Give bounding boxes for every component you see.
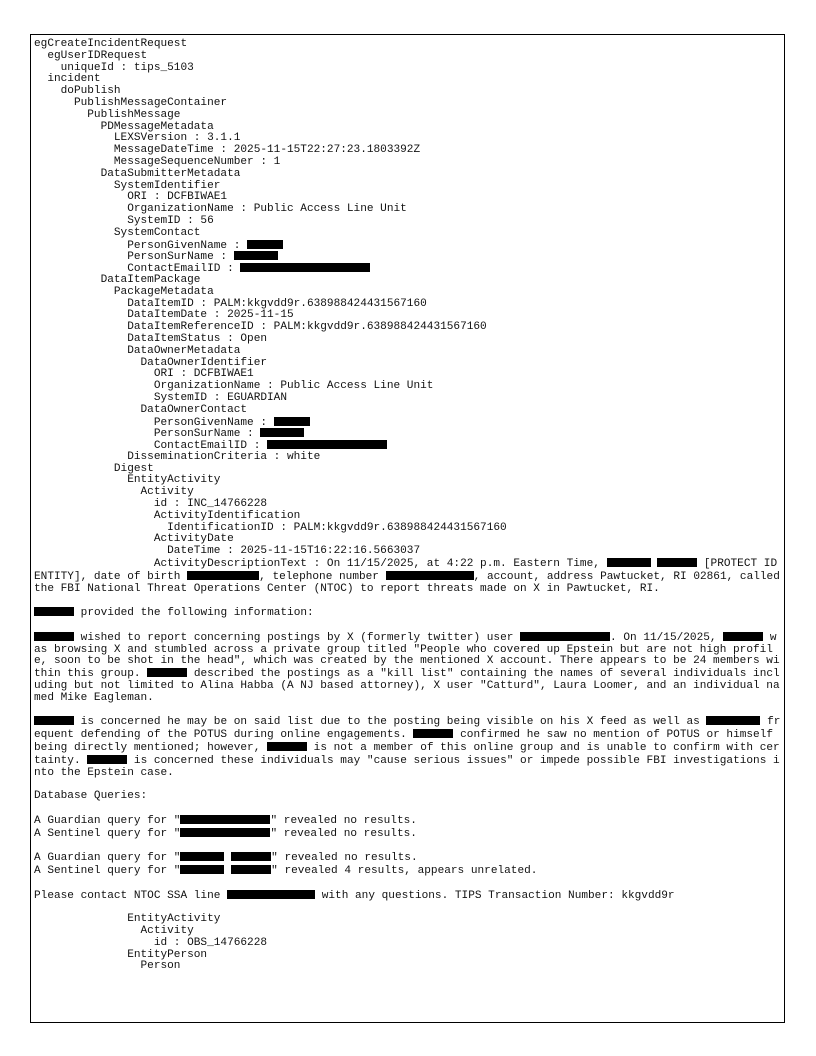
xml-line-text: ContactEmailID : — [34, 440, 268, 453]
xml-line-text: DataItemStatus : Open — [34, 332, 268, 345]
document-frame — [30, 34, 785, 1023]
text-run: with any questions. TIPS Transaction Number: kkgvdd9r — [315, 889, 675, 902]
xml-line-text: PublishMessage — [34, 108, 181, 121]
text-run: Database Queries: — [34, 790, 148, 803]
xml-line-text: egUserIDRequest — [34, 49, 148, 62]
text-run: " revealed no results. A Sentinel query for " — [34, 852, 418, 877]
text-run: is concerned these individuals may "cause serious issues" or impede possible FBI investigations into the Epstein case. — [34, 754, 780, 779]
xml-line-text: PublishMessageContainer — [34, 96, 228, 109]
redaction-block — [34, 716, 74, 725]
text-run — [224, 852, 231, 864]
redaction-block — [87, 755, 127, 764]
activity-description — [34, 558, 787, 595]
xml-line-text: ActivityIdentification — [34, 509, 301, 522]
paragraph — [34, 791, 782, 803]
redaction-block — [723, 632, 763, 641]
xml-line-text: uniqueId : tips_5103 — [34, 61, 194, 74]
xml-line-text: EntityPerson — [34, 948, 208, 961]
paragraph — [34, 607, 782, 620]
redaction-block — [247, 240, 283, 249]
xml-line-text: SystemIdentifier — [34, 179, 221, 192]
text-run: . On 11/15/2025, — [610, 631, 724, 644]
xml-line-text: DataItemReferenceID : PALM:kkgvdd9r.638988424431567160 — [34, 321, 487, 334]
xml-line — [34, 240, 782, 252]
text-run — [651, 558, 658, 570]
text-run: was browsing X and stumbled across a private group titled "People who covered up Epstein but are not high profile, soon to be shot in the head", which was created by the mentioned X account. There appears to be 24 members within this group. — [34, 631, 780, 681]
blank-line — [34, 803, 782, 815]
text-run: provided the following information: — [74, 607, 314, 620]
xml-line — [34, 74, 782, 86]
redaction-block — [34, 632, 74, 641]
redaction-block — [180, 865, 224, 874]
paragraph — [34, 815, 782, 841]
xml-line-text: PersonSurName : — [34, 428, 261, 441]
xml-footer-block — [34, 902, 782, 973]
text-run — [224, 865, 231, 877]
redaction-block — [607, 558, 651, 567]
text-run: , account, address Pawtucket, RI 02861, called the FBI National Threat Operations Center (NTOC) to report threats made on X in Pawtucket, RI. — [34, 570, 787, 595]
xml-line-text: Activity — [34, 924, 194, 937]
xml-line-text: PersonGivenName : — [34, 239, 248, 252]
redaction-block — [260, 428, 304, 437]
xml-line-text: Digest — [34, 462, 154, 475]
text-run: is not a member of this online group and is unable to confirm with certainty. — [34, 742, 780, 767]
xml-line-text: DateTime : 2025-11-15T16:22:16.5663037 — [34, 545, 421, 558]
paragraph — [34, 852, 782, 878]
xml-line-text: DataItemPackage — [34, 273, 201, 286]
document-content — [34, 38, 787, 973]
redaction-block — [34, 607, 74, 616]
blank-line — [34, 620, 782, 632]
xml-line — [34, 228, 782, 240]
redaction-block — [267, 440, 387, 449]
xml-line-text: LEXSVersion : 3.1.1 — [34, 132, 241, 145]
xml-line-text: OrganizationName : Public Access Line Unit — [34, 203, 407, 216]
redaction-block — [267, 742, 307, 751]
blank-line — [34, 705, 782, 717]
xml-line-text: id : OBS_14766228 — [34, 936, 268, 949]
xml-line-text: ORI : DCFBIWAE1 — [34, 191, 228, 204]
xml-line-text: doPublish — [34, 85, 121, 98]
blank-line — [34, 878, 782, 890]
xml-line-text: Activity — [34, 486, 194, 499]
xml-line-text: EntityActivity — [34, 474, 221, 487]
xml-line-text: incident — [34, 73, 101, 86]
xml-line-text: DataOwnerContact — [34, 403, 248, 416]
redaction-block — [231, 865, 271, 874]
text-run: frequent defending of the POTUS during online engagements. — [34, 716, 781, 742]
xml-line — [34, 417, 782, 429]
xml-line-text: PackageMetadata — [34, 285, 214, 298]
xml-line-text: EntityActivity — [34, 913, 221, 926]
xml-line-text: DataItemID : PALM:kkgvdd9r.638988424431567160 — [34, 297, 427, 310]
xml-line-text: ActivityDate — [34, 533, 234, 546]
redaction-block — [240, 263, 370, 272]
xml-line — [34, 251, 782, 263]
xml-line — [34, 63, 782, 75]
xml-line-text: ORI : DCFBIWAE1 — [34, 368, 254, 381]
xml-line-text: Person — [34, 960, 181, 973]
xml-line-text: DataOwnerIdentifier — [34, 356, 268, 369]
redaction-block — [187, 571, 259, 580]
blank-line — [34, 840, 782, 852]
xml-line-text: PDMessageMetadata — [34, 120, 214, 133]
description-paragraphs — [34, 595, 782, 902]
redaction-block — [227, 890, 315, 899]
text-run: ActivityDescriptionText : On 11/15/2025, at 4:22 p.m. Eastern Time, — [34, 558, 607, 571]
text-run: " revealed no results. A Sentinel query for " — [34, 814, 417, 840]
text-run: is concerned he may be on said list due to the posting being visible on his X feed as well as — [74, 716, 707, 729]
text-run: confirmed he saw no mention of POTUS or himself being directly mentioned; however, — [34, 729, 780, 755]
xml-line-text: DataItemDate : 2025-11-15 — [34, 309, 294, 322]
xml-line-text: PersonSurName : — [34, 251, 234, 264]
xml-line-text: SystemID : 56 — [34, 214, 214, 227]
blank-line — [34, 595, 782, 607]
redaction-block — [180, 852, 224, 861]
text-run: A Guardian query for " — [34, 814, 181, 827]
paragraph — [34, 632, 782, 705]
xml-line-text: MessageSequenceNumber : 1 — [34, 155, 281, 168]
paragraph — [34, 716, 782, 779]
text-run: " revealed 4 results, appears unrelated. — [271, 864, 538, 877]
text-run: wished to report concerning postings by X (formerly twitter) user — [74, 631, 521, 644]
redaction-block — [706, 716, 760, 725]
xml-line-text: PersonGivenName : — [34, 416, 274, 429]
redaction-block — [274, 417, 310, 426]
xml-line-text: id : INC_14766228 — [34, 498, 268, 511]
text-run: A Guardian query for " — [34, 852, 181, 865]
xml-line — [34, 405, 782, 417]
text-run: " revealed no results. — [270, 827, 417, 840]
xml-line — [34, 961, 782, 973]
redaction-block — [657, 558, 697, 567]
text-run: described the postings as a "kill list" containing the names of several individuals including but not limited to Alina Habba (A NJ based attorney), X user "Catturd", Laura Loomer, and an individual named Mike Eagleman. — [34, 668, 780, 704]
redaction-block — [234, 251, 278, 260]
xml-line-text: ContactEmailID : — [34, 263, 241, 276]
xml-line-text: IdentificationID : PALM:kkgvdd9r.638988424431567160 — [34, 521, 507, 534]
xml-line-text: OrganizationName : Public Access Line Unit — [34, 380, 434, 393]
redaction-block — [520, 632, 610, 641]
redaction-block — [413, 729, 453, 738]
xml-line-text: SystemContact — [34, 226, 201, 239]
redaction-block — [180, 828, 270, 837]
xml-line-text: DataOwnerMetadata — [34, 344, 241, 357]
redaction-block — [386, 571, 474, 580]
redaction-block — [231, 852, 271, 861]
xml-line — [34, 546, 782, 558]
xml-line — [34, 428, 782, 440]
redaction-block — [147, 668, 187, 677]
paragraph — [34, 890, 782, 903]
text-run: Please contact NTOC SSA line — [34, 889, 228, 902]
xml-line-text: SystemID : EGUARDIAN — [34, 391, 287, 404]
text-run: , telephone number — [259, 570, 386, 583]
redaction-block — [180, 815, 270, 824]
xml-line-text: DataSubmitterMetadata — [34, 167, 241, 180]
text-run: [PROTECT IDENTITY], date of birth — [34, 558, 778, 583]
xml-line-text: DisseminationCriteria : white — [34, 450, 321, 463]
xml-line-text: egCreateIncidentRequest — [34, 38, 188, 50]
xml-header-block — [34, 39, 782, 558]
xml-line-text: MessageDateTime : 2025-11-15T22:27:23.1803392Z — [34, 144, 421, 157]
